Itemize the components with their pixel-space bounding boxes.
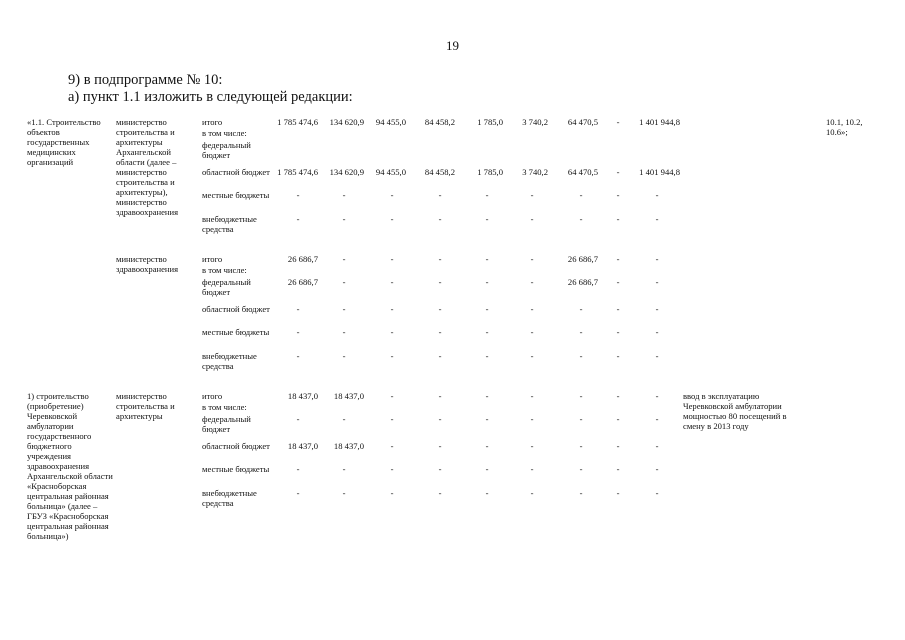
cell-value: 18 437,0 (333, 441, 364, 451)
cell-value: 1 401 944,8 (639, 167, 680, 177)
intro-line-1: 9) в подпрограмме № 10: (68, 72, 223, 88)
cell-value: - (616, 254, 620, 264)
cell-value: 26 686,7 (567, 277, 598, 287)
cell-value: - (530, 414, 534, 424)
cell-value: - (485, 464, 489, 474)
cell-value: - (655, 414, 659, 424)
cell-value: 84 458,2 (424, 167, 455, 177)
block-executor: министерство строительства и архитектуры Архангельской области (далее – министерство строительства и архитектуры), министерство здравоохранения (116, 117, 179, 217)
cell-value: - (530, 254, 534, 264)
row-label: федеральный бюджет (202, 140, 251, 160)
cell-value: - (438, 351, 442, 361)
cell-value: - (296, 304, 300, 314)
row-label: в том числе: (202, 265, 247, 275)
cell-value: - (616, 391, 620, 401)
row-label: внебюджетные средства (202, 351, 257, 371)
cell-value: - (616, 117, 620, 127)
cell-value: - (579, 214, 583, 224)
cell-value: - (342, 214, 346, 224)
cell-value: - (438, 414, 442, 424)
cell-value: - (342, 190, 346, 200)
cell-value: - (342, 488, 346, 498)
cell-value: 1 785,0 (477, 167, 503, 177)
cell-value: - (655, 488, 659, 498)
cell-value: - (342, 464, 346, 474)
cell-value: - (655, 254, 659, 264)
cell-value: 26 686,7 (567, 254, 598, 264)
cell-value: 3 740,2 (522, 117, 548, 127)
cell-value: 18 437,0 (287, 441, 318, 451)
cell-value: - (579, 304, 583, 314)
cell-value: 64 470,5 (567, 117, 598, 127)
cell-value: - (530, 304, 534, 314)
block-title: «1.1. Строительство объектов государственных медицинских организаций (27, 117, 101, 167)
cell-value: - (616, 277, 620, 287)
cell-value: - (616, 304, 620, 314)
cell-value: - (438, 254, 442, 264)
cell-value: 134 620,9 (329, 167, 364, 177)
cell-value: - (438, 464, 442, 474)
cell-value: - (342, 254, 346, 264)
cell-value: 1 785 474,6 (277, 117, 318, 127)
cell-value: 94 455,0 (375, 167, 406, 177)
cell-value: - (655, 304, 659, 314)
cell-value: 1 785 474,6 (277, 167, 318, 177)
block-title: 1) строительство (приобретение) Черевковской амбулатории государственного бюджетного учреждения здравоохранения Архангельской области «Красноборская центральная районная больница» (далее – ГБУЗ «Красноборская центральная районная больница») (27, 391, 113, 541)
cell-value: - (390, 304, 394, 314)
block-result: ввод в эксплуатацию Черевковской амбулатории мощностью 80 посещений в смену в 2013 году (683, 391, 787, 431)
cell-value: - (485, 488, 489, 498)
cell-value: - (485, 414, 489, 424)
cell-value: - (530, 277, 534, 287)
cell-value: - (390, 351, 394, 361)
cell-value: - (530, 214, 534, 224)
cell-value: - (579, 351, 583, 361)
cell-value: - (530, 464, 534, 474)
cell-value: - (438, 277, 442, 287)
block-executor: министерство строительства и архитектуры (116, 391, 175, 421)
cell-value: - (390, 277, 394, 287)
cell-value: - (616, 464, 620, 474)
cell-value: - (530, 351, 534, 361)
row-label: областной бюджет (202, 167, 270, 177)
row-label: внебюджетные средства (202, 488, 257, 508)
cell-value: - (390, 254, 394, 264)
page-number: 19 (446, 38, 459, 53)
cell-value: - (655, 277, 659, 287)
cell-value: - (438, 327, 442, 337)
cell-value: - (530, 441, 534, 451)
cell-value: - (616, 441, 620, 451)
cell-value: - (342, 304, 346, 314)
cell-value: - (579, 441, 583, 451)
cell-value: 26 686,7 (287, 254, 318, 264)
cell-value: - (485, 190, 489, 200)
row-label: областной бюджет (202, 441, 270, 451)
cell-value: - (390, 214, 394, 224)
cell-value: - (655, 351, 659, 361)
cell-value: 64 470,5 (567, 167, 598, 177)
cell-value: - (296, 488, 300, 498)
cell-value: - (342, 351, 346, 361)
cell-value: - (655, 214, 659, 224)
cell-value: - (296, 351, 300, 361)
cell-value: 18 437,0 (333, 391, 364, 401)
cell-value: - (579, 327, 583, 337)
cell-value: - (579, 464, 583, 474)
cell-value: - (438, 441, 442, 451)
row-label: федеральный бюджет (202, 414, 251, 434)
row-label: итого (202, 117, 223, 127)
cell-value: - (296, 190, 300, 200)
cell-value: - (390, 391, 394, 401)
cell-value: - (342, 327, 346, 337)
cell-value: - (616, 214, 620, 224)
cell-value: - (390, 464, 394, 474)
cell-value: 84 458,2 (424, 117, 455, 127)
cell-value: - (390, 441, 394, 451)
intro-line-2: а) пункт 1.1 изложить в следующей редакции: (68, 89, 353, 105)
block-ref: 10.1, 10.2, 10.6»; (826, 117, 863, 137)
cell-value: - (438, 214, 442, 224)
cell-value: - (390, 488, 394, 498)
cell-value: - (655, 464, 659, 474)
cell-value: - (485, 254, 489, 264)
cell-value: - (390, 327, 394, 337)
cell-value: - (296, 327, 300, 337)
cell-value: - (342, 414, 346, 424)
row-label: федеральный бюджет (202, 277, 251, 297)
row-label: местные бюджеты (202, 190, 270, 200)
cell-value: - (655, 327, 659, 337)
row-label: итого (202, 391, 223, 401)
row-label: областной бюджет (202, 304, 270, 314)
row-label: местные бюджеты (202, 464, 270, 474)
cell-value: - (579, 488, 583, 498)
cell-value: - (655, 190, 659, 200)
row-label: внебюджетные средства (202, 214, 257, 234)
row-label: в том числе: (202, 402, 247, 412)
cell-value: - (342, 277, 346, 287)
cell-value: - (616, 488, 620, 498)
cell-value: 1 785,0 (477, 117, 503, 127)
cell-value: - (485, 304, 489, 314)
cell-value: - (530, 190, 534, 200)
block-executor: министерство здравоохранения (116, 254, 179, 274)
cell-value: - (390, 190, 394, 200)
cell-value: - (485, 351, 489, 361)
cell-value: 3 740,2 (522, 167, 548, 177)
row-label: в том числе: (202, 128, 247, 138)
cell-value: - (616, 167, 620, 177)
cell-value: - (655, 391, 659, 401)
cell-value: - (485, 214, 489, 224)
cell-value: 1 401 944,8 (639, 117, 680, 127)
cell-value: - (530, 391, 534, 401)
row-label: местные бюджеты (202, 327, 270, 337)
cell-value: 94 455,0 (375, 117, 406, 127)
cell-value: - (296, 214, 300, 224)
cell-value: 26 686,7 (287, 277, 318, 287)
cell-value: - (530, 488, 534, 498)
cell-value: - (616, 190, 620, 200)
cell-value: 18 437,0 (287, 391, 318, 401)
cell-value: - (616, 414, 620, 424)
cell-value: - (530, 327, 534, 337)
cell-value: - (485, 391, 489, 401)
cell-value: - (579, 414, 583, 424)
cell-value: 134 620,9 (329, 117, 364, 127)
cell-value: - (296, 464, 300, 474)
cell-value: - (616, 351, 620, 361)
cell-value: - (485, 327, 489, 337)
cell-value: - (655, 441, 659, 451)
cell-value: - (485, 441, 489, 451)
cell-value: - (579, 391, 583, 401)
cell-value: - (485, 277, 489, 287)
cell-value: - (579, 190, 583, 200)
cell-value: - (438, 304, 442, 314)
cell-value: - (438, 488, 442, 498)
cell-value: - (438, 190, 442, 200)
cell-value: - (296, 414, 300, 424)
row-label: итого (202, 254, 223, 264)
cell-value: - (616, 327, 620, 337)
cell-value: - (438, 391, 442, 401)
cell-value: - (390, 414, 394, 424)
